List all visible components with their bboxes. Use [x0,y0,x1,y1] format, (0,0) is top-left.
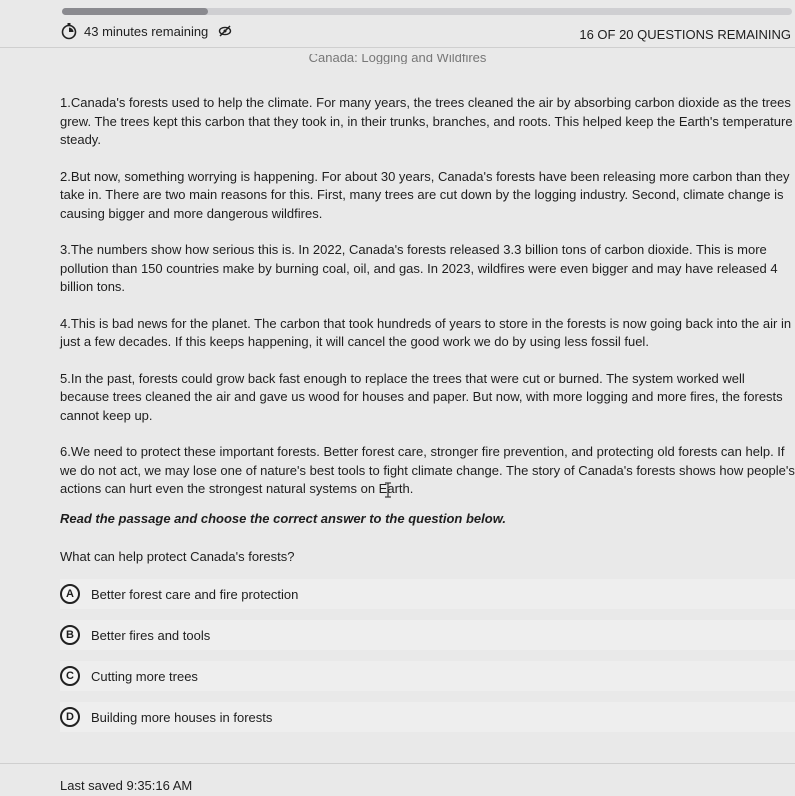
progress-fill [62,8,208,15]
answer-option-a[interactable] [60,581,298,607]
option-text: Better forest care and fire protection [91,586,299,602]
answer-option-c[interactable] [60,663,198,689]
option-letter: A [60,584,80,604]
option-letter: D [60,707,80,727]
header-divider [0,47,795,48]
option-text: Building more houses in forests [91,709,273,725]
passage-paragraph: 5.In the past, forests could grow back fast enough to replace the trees that were cut or burned. The system worked well because trees cleaned the air and gave us wood for houses and paper. But now, with more logging and more fires, the forests cannot keep up. [60,370,783,423]
option-text: Better fires and tools [91,627,211,643]
timer [60,22,232,40]
passage-paragraph: 3.The numbers show how serious this is. In 2022, Canada's forests released 3.3 billion tons of carbon dioxide. This is more pollution than 150 countries make by burning coal, oil, and gas. In 2023, wildfires were even bigger and may have released 4 billion tons. [60,242,778,294]
answer-option-b[interactable] [60,622,210,648]
passage-body [60,94,795,517]
stopwatch-icon [60,22,78,40]
option-letter: B [60,625,80,645]
question-instruction: Read the passage and choose the correct answer to the question below. [60,511,506,526]
passage-paragraph: 1.Canada's forests used to help the climate. For many years, the trees cleaned the air by absorbing carbon dioxide as the trees grew. The trees kept this carbon that they took in, in their trunks, branches, and roots. This helped keep the Earth's temperature steady. [60,95,793,147]
text-cursor-icon [383,482,393,498]
eye-off-icon[interactable] [218,24,232,38]
questions-remaining: 16 OF 20 QUESTIONS REMAINING [579,27,791,42]
footer-divider [0,763,795,764]
question-prompt: What can help protect Canada's forests? [60,549,295,564]
last-saved-status: Last saved 9:35:16 AM [60,778,193,793]
timer-text: 43 minutes remaining [84,23,209,39]
passage-title: Canada: Logging and Wildfires [308,54,487,64]
progress-bar [62,8,792,15]
option-text: Cutting more trees [91,668,198,684]
passage-paragraph: 4.This is bad news for the planet. The carbon that took hundreds of years to store in the forests is now going back into the air in just a few decades. If this keeps happening, it will cancel the good work we do by using less fossil fuel. [60,315,792,349]
answer-option-d[interactable] [60,704,272,730]
passage-paragraph: 6.We need to protect these important forests. Better forest care, stronger fire prevention, and protecting old forests can help. If we do not act, we may lose one of nature's best tools to fight climate change. The story of Canada's forests shows how people's actions can hurt even the strongest natural systems on Earth. [60,444,795,496]
option-letter: C [60,666,80,686]
passage-paragraph: 2.But now, something worrying is happening. For about 30 years, Canada's forests have been releasing more carbon than they take in. There are two main reasons for this. First, many trees are cut down by the logging industry. Second, climate change is causing bigger and more dangerous wildfires. [60,168,790,221]
